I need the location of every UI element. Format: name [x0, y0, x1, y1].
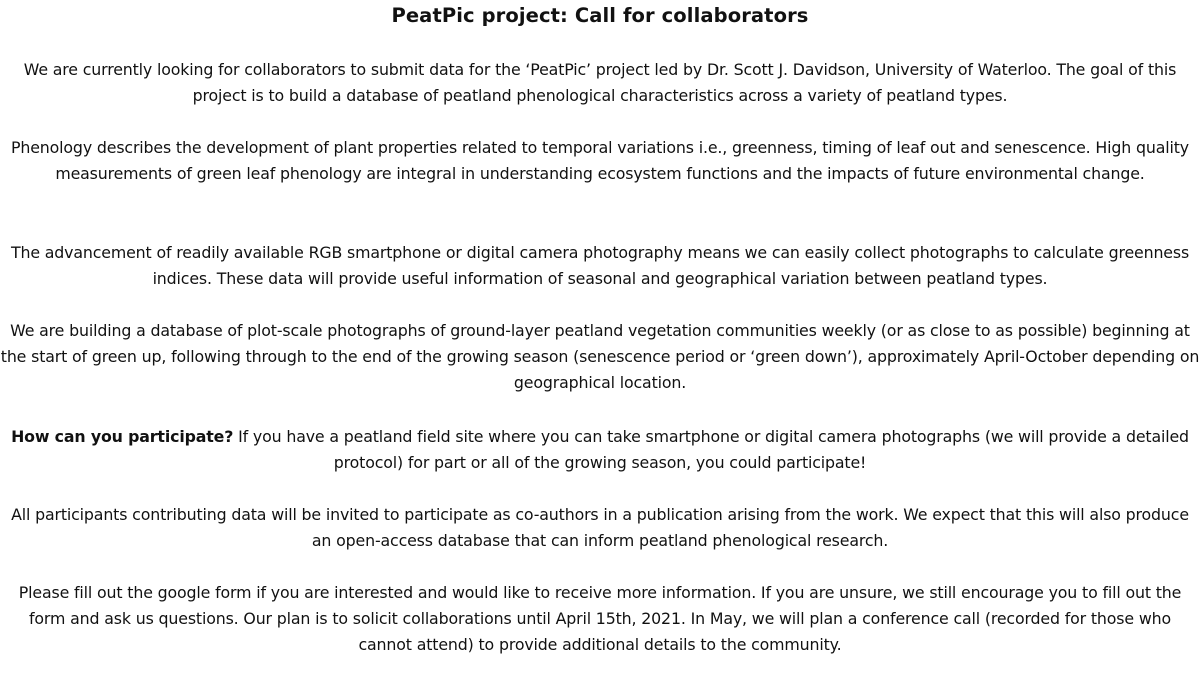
photography-paragraph: The advancement of readily available RGB smartphone or digital camera photography means we can easily collect photographs to calculate greenness indices. These data will provide useful information of seasonal and geographical variation between peatland types. — [10, 243, 1190, 288]
participation-paragraph — [0, 424, 1200, 476]
participation-text: If you have a peatland field site where you can take smartphone or digital camera photographs (we will provide a detailed protocol) for part or all of the growing season, you could participate! — [233, 427, 1189, 472]
database-paragraph: We are building a database of plot-scale photographs of ground-layer peatland vegetation communities weekly (or as close to as possible) beginning at the start of green up, following through to the end of the growing season (senescence period or ‘green down’), approximately April-October depending on geographical location. — [0, 321, 1200, 392]
intro-paragraph: We are currently looking for collaborators to submit data for the ‘PeatPic’ project led by Dr. Scott J. Davidson, University of Waterloo. The goal of this project is to build a database of peatland phenological characteristics across a variety of peatland types. — [23, 60, 1177, 105]
participation-lead: How can you participate? — [11, 427, 234, 446]
coauthors-paragraph: All participants contributing data will be invited to participate as co-authors in a publication arising from the work. We expect that this will also produce an open-access database that can inform peatland phenological research. — [11, 505, 1189, 550]
google-form-paragraph: Please fill out the google form if you are interested and would like to receive more information. If you are unsure, we still encourage you to fill out the form and ask us questions. Our plan is to solicit collaborations until April 15th, 2021. In May, we will plan a conference call (recorded for those who cannot attend) to provide additional details to the community. — [18, 583, 1182, 654]
page-title: PeatPic project: Call for collaborators — [391, 4, 809, 27]
phenology-paragraph: Phenology describes the development of plant properties related to temporal variations i.e., greenness, timing of leaf out and senescence. High quality measurements of green leaf phenology are integral in understanding ecosystem functions and the impacts of future environmental change. — [11, 138, 1189, 183]
